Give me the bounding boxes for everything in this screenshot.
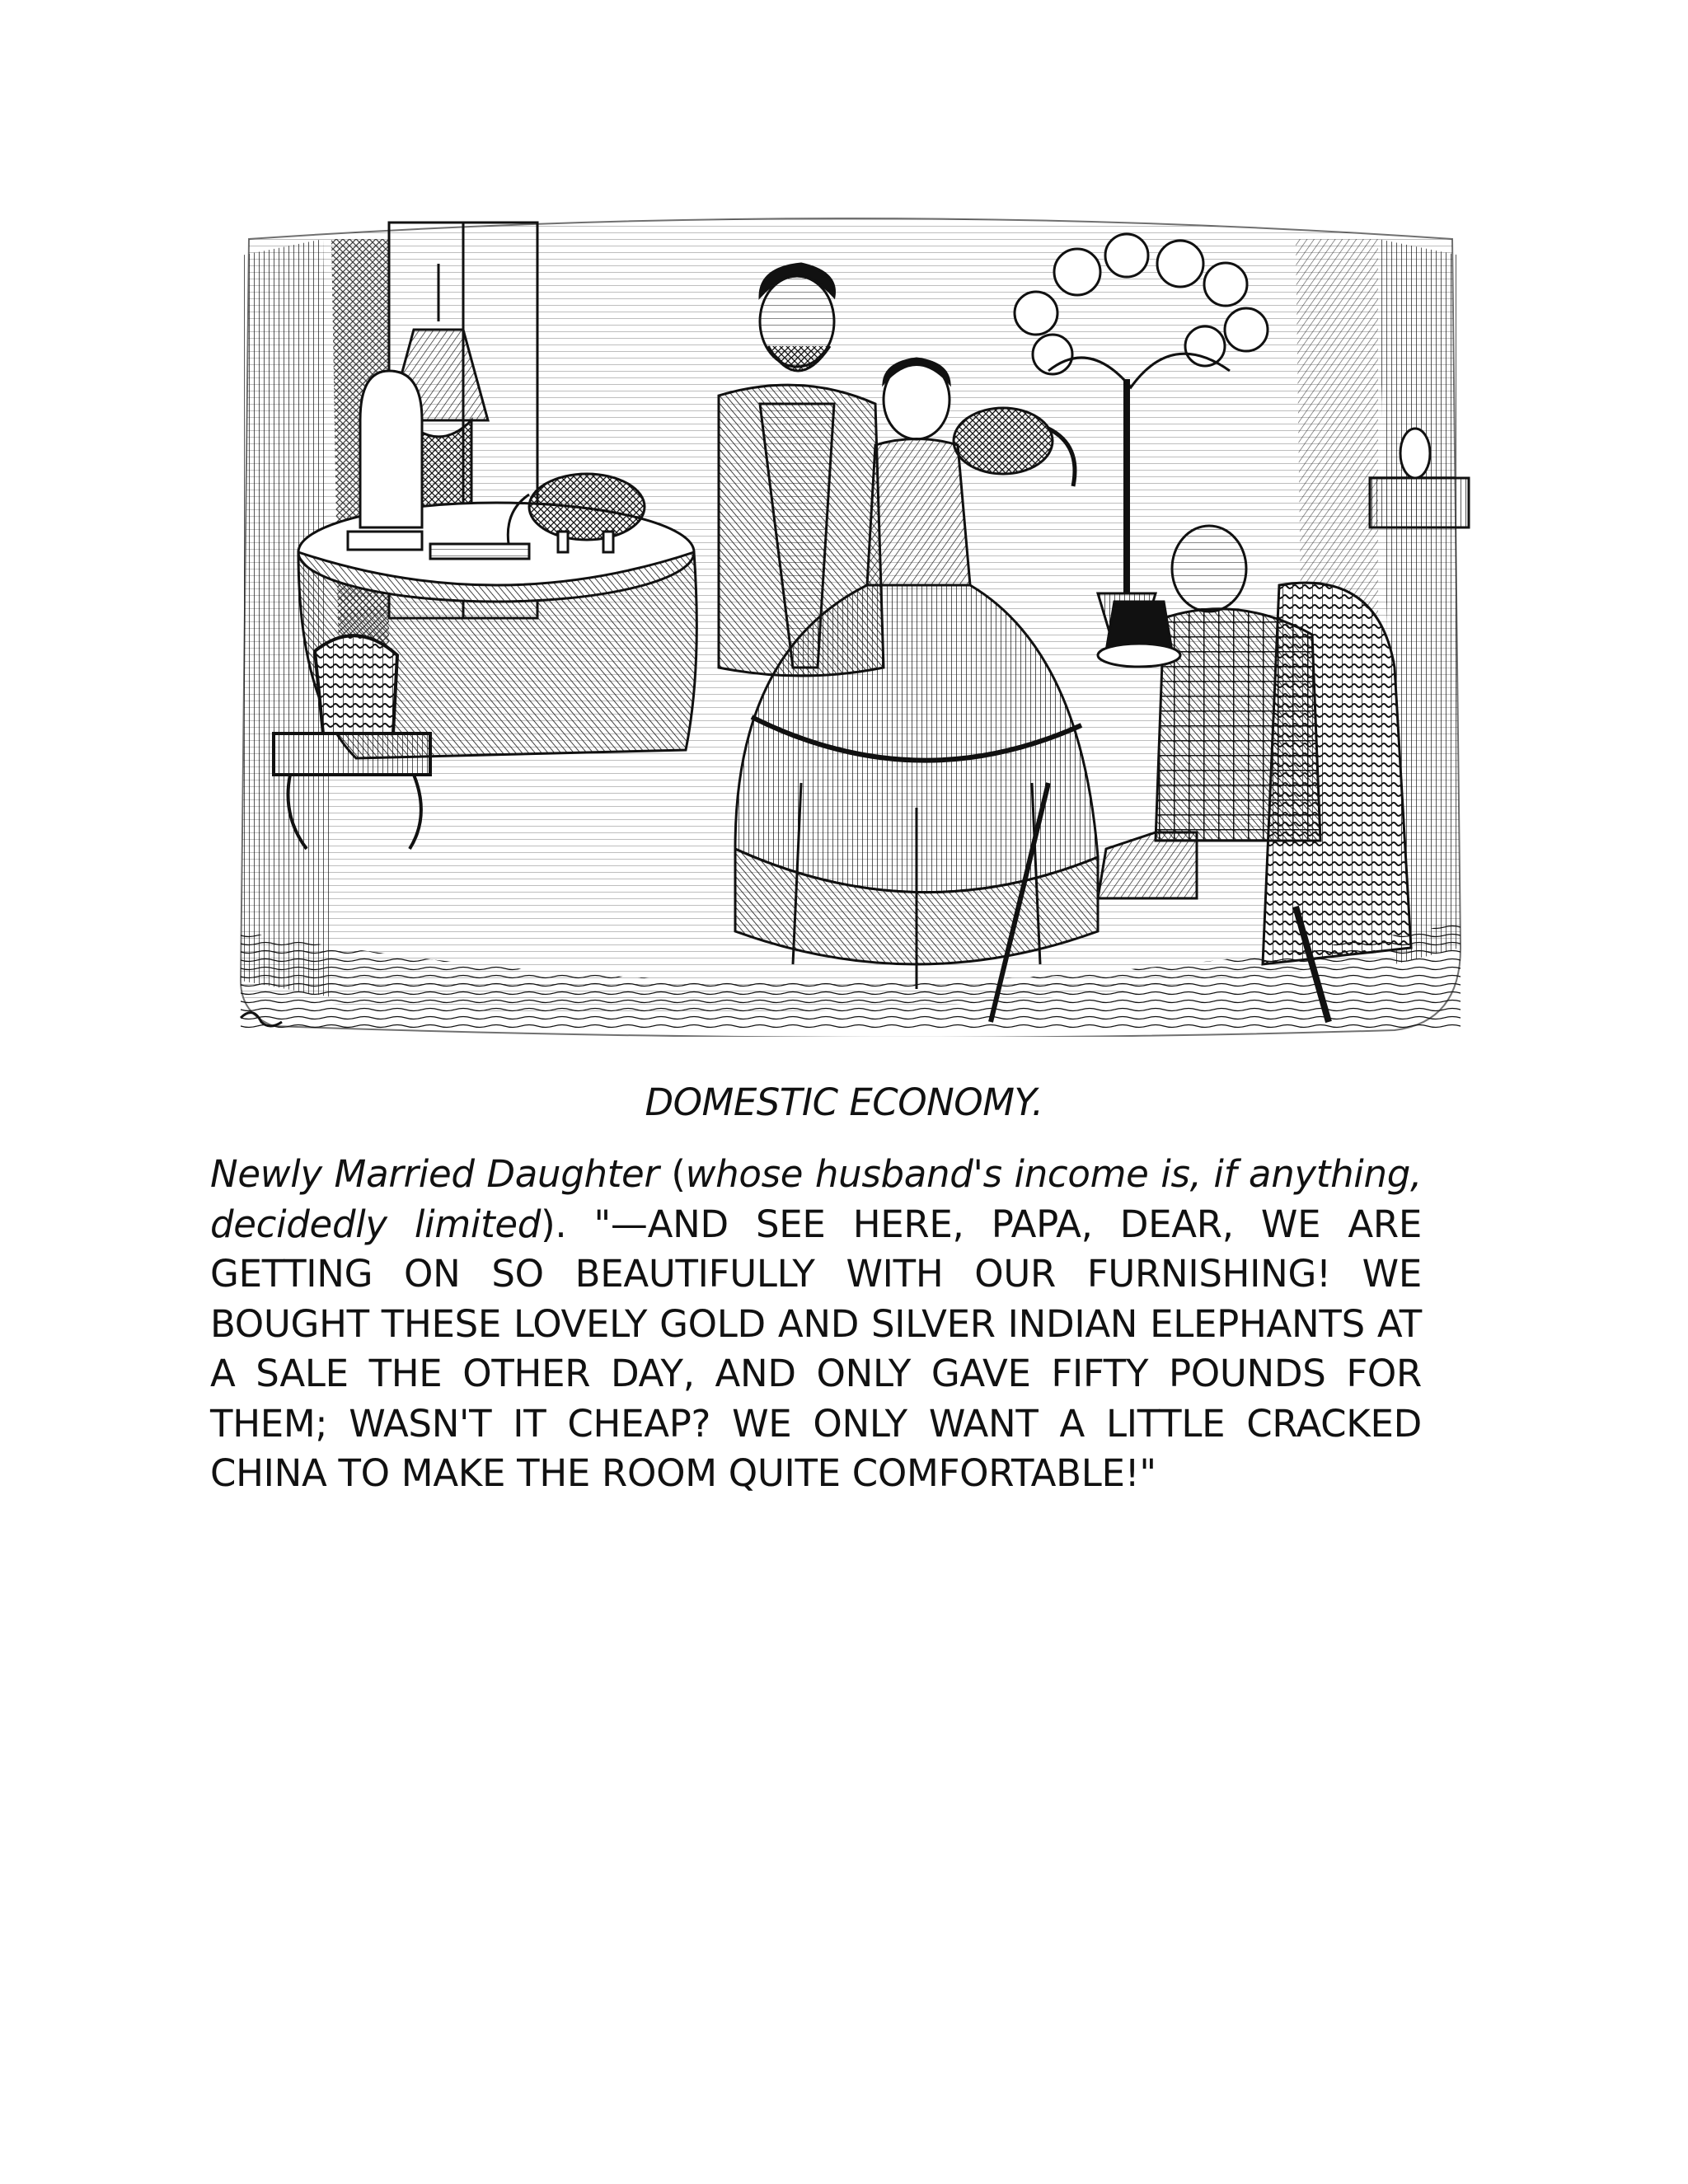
caption-close-paren: ). [541,1202,594,1246]
caption-aside: whose husband's income is, if anything, decidedly limited [210,1152,1423,1246]
caption-body [210,1150,1422,1499]
engraving-svg [224,206,1477,1037]
engraving-illustration [224,206,1477,1037]
caption-open-paren: ( [659,1152,686,1196]
caption-quote: "—AND SEE HERE, PAPA, DEAR, WE ARE GETTING ON SO BEAUTIFULLY WITH OUR FURNISHING! WE BOUGHT THESE LOVELY GOLD AND SILVER INDIAN ELEPHANTS AT A SALE THE OTHER DAY, AND ONLY GAVE FIFTY POUNDS FOR THEM; WASN'T IT CHEAP? WE ONLY WANT A LITTLE CRACKED CHINA TO MAKE THE ROOM QUITE COMFORTABLE!" [210,1202,1422,1495]
caption-title: DOMESTIC ECONOMY. [645,1080,1043,1124]
caption-speaker: Newly Married Daughter [210,1152,659,1196]
